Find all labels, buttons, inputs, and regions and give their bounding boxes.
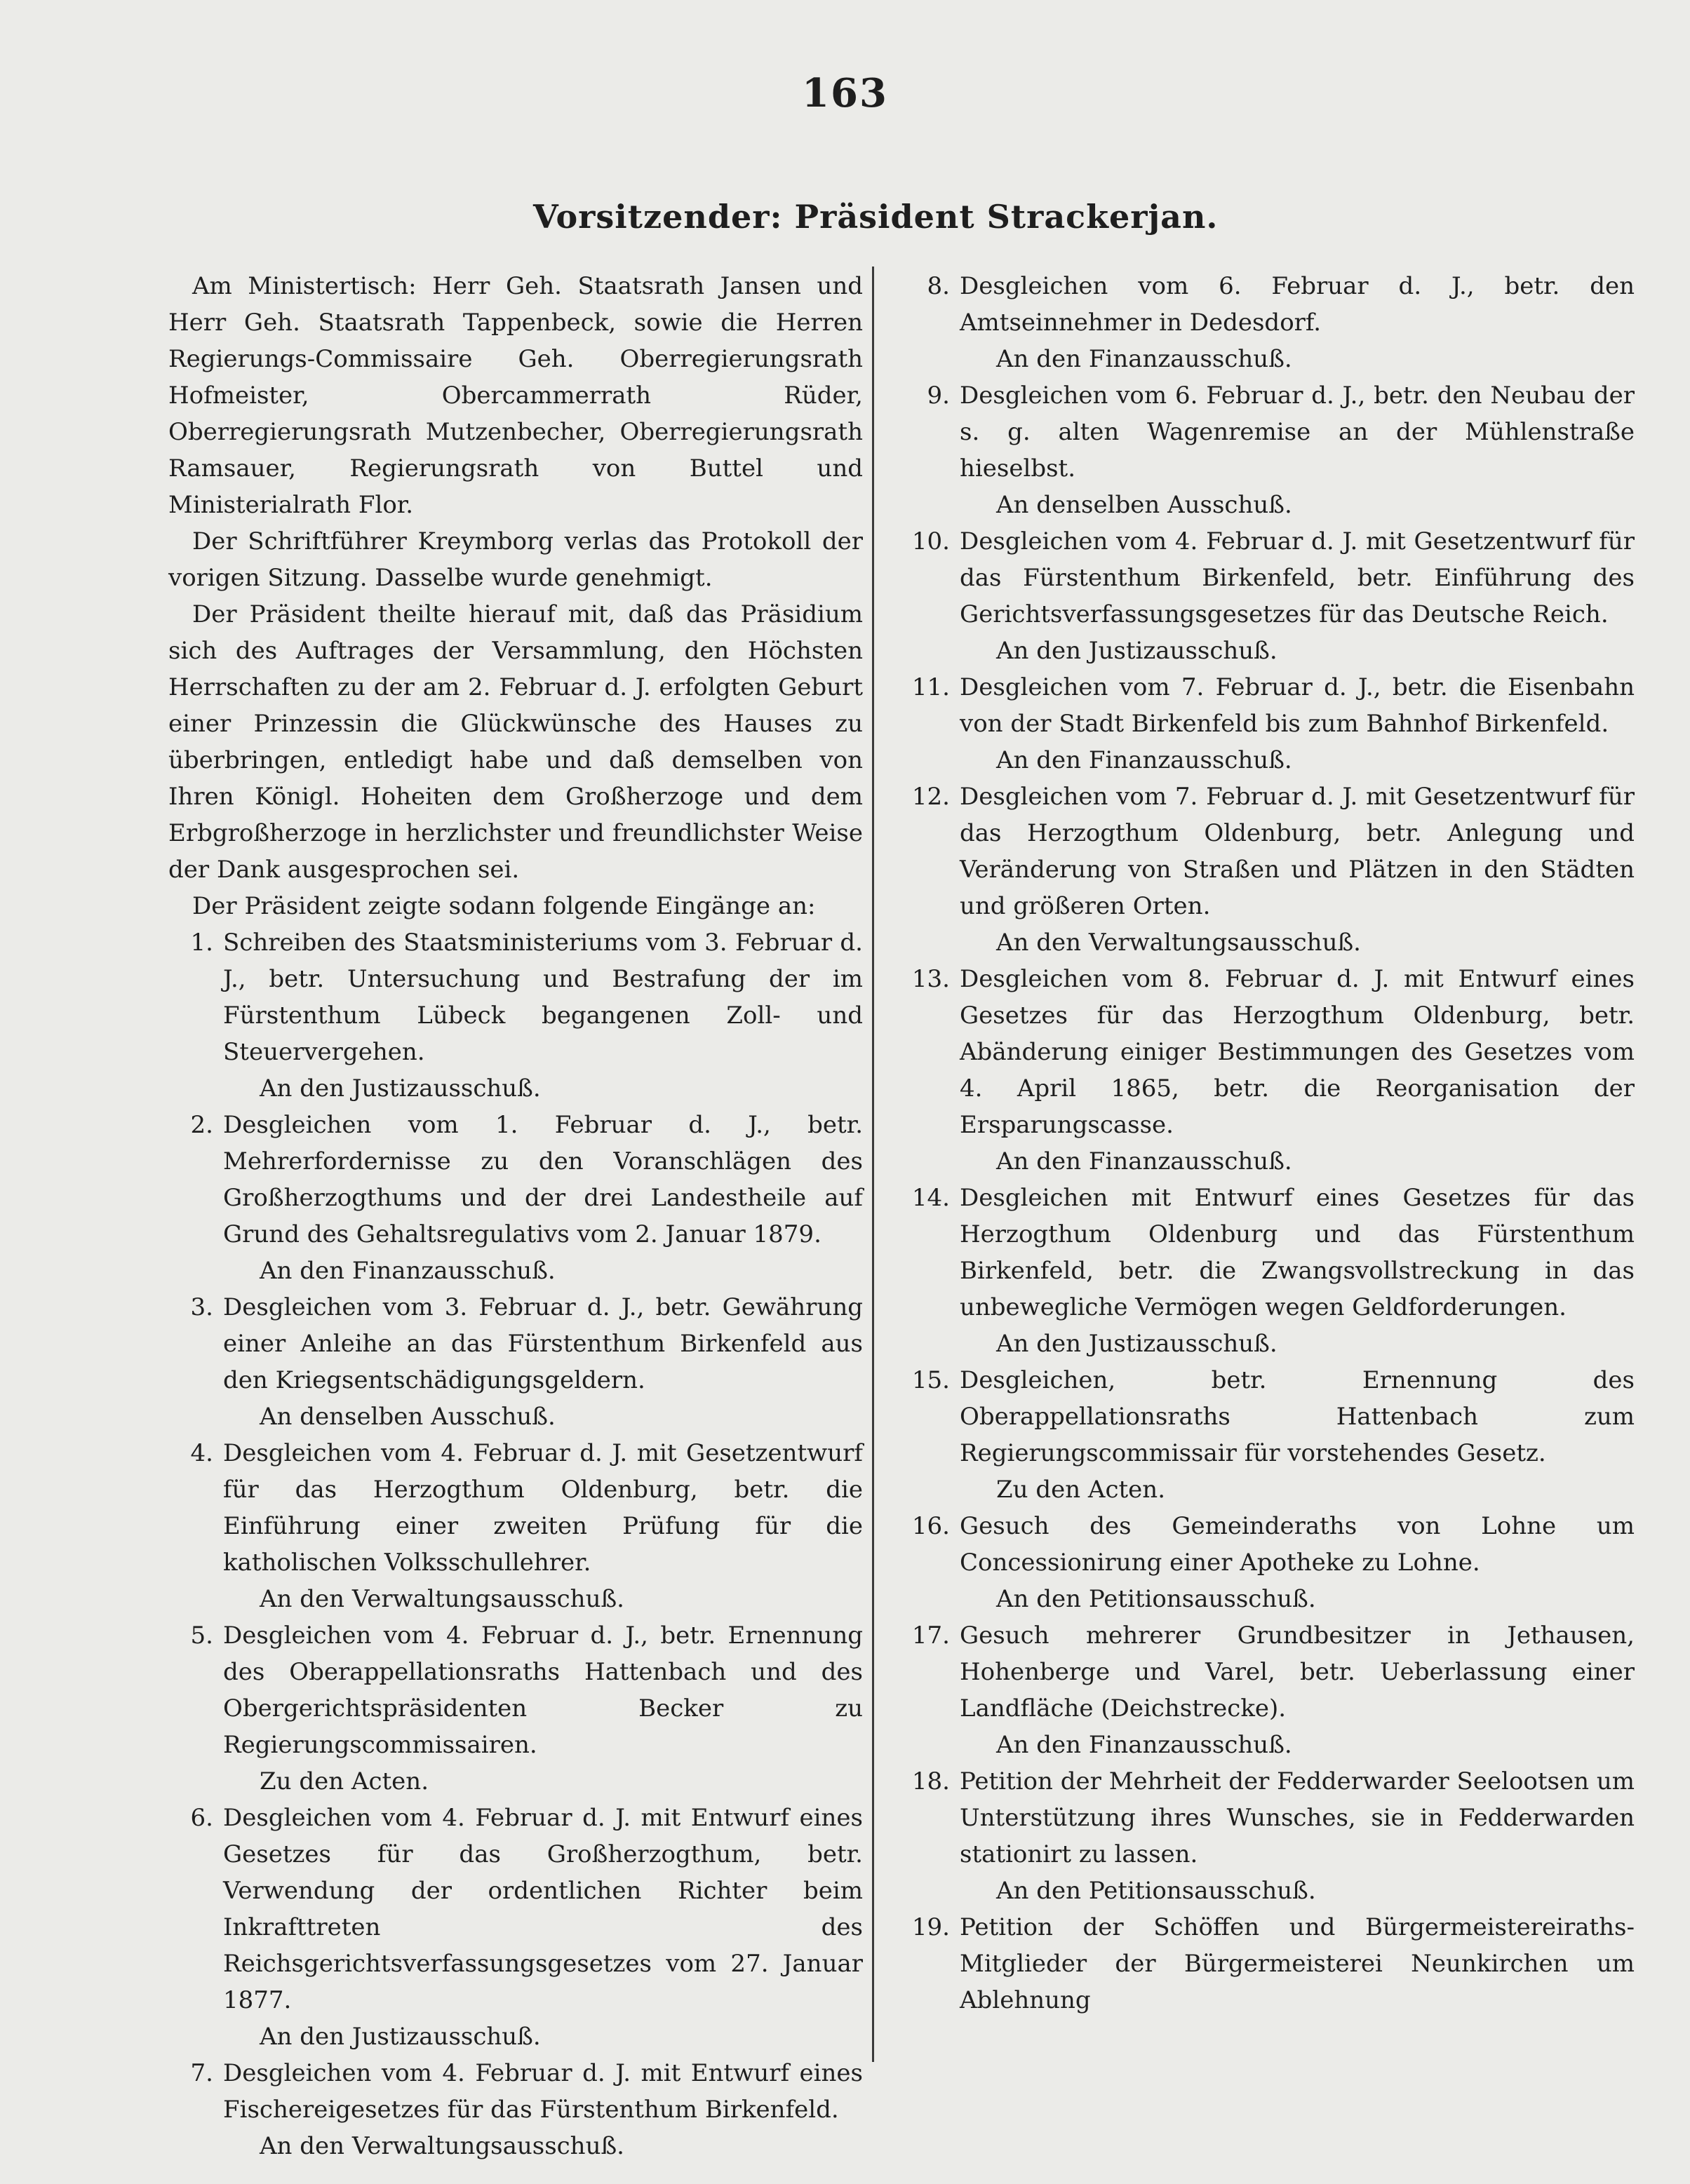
entry-number: 13.	[911, 965, 950, 993]
entry-number: 16.	[911, 1512, 950, 1540]
entry-text: Desgleichen vom 4. Februar d. J. mit Gesetzentwurf für das Fürstenthum Birkenfeld, betr. Einführung des Gerichtsverfassungsgesetzes für das Deutsche Reich.	[960, 527, 1635, 628]
intro-paragraph: Der Schriftführer Kreymborg verlas das Protokoll der vorigen Sitzung. Dasselbe wurde genehmigt.	[168, 527, 863, 592]
session-heading: Vorsitzender: Präsident Strackerjan.	[533, 198, 1219, 236]
entry-referral: Zu den Acten.	[260, 1767, 429, 1795]
entry-text: Desgleichen vom 8. Februar d. J. mit Entwurf eines Gesetzes für das Herzogthum Oldenburg, betr. Abänderung einiger Bestimmungen des Gesetzes vom 4. April 1865, betr. die Reorganisation der Ersparungscasse.	[960, 965, 1635, 1139]
entry-item	[168, 1107, 863, 1253]
entry-number: 11.	[911, 673, 950, 701]
entry-item	[168, 1289, 863, 1398]
entry-text: Desgleichen mit Entwurf eines Gesetzes für das Herzogthum Oldenburg und das Fürstenthum Birkenfeld, betr. die Zwangsvollstreckung in das unbewegliche Vermögen wegen Geldforderungen.	[960, 1184, 1635, 1321]
entry-number: 7.	[190, 2059, 213, 2087]
items-list-right	[905, 268, 1635, 2018]
entry-referral: An den Finanzausschuß.	[996, 746, 1292, 774]
entry-referral: An den Finanzausschuß.	[260, 1257, 556, 1285]
entry-referral: An den Justizausschuß.	[260, 2023, 541, 2051]
entry-text: Desgleichen, betr. Ernennung des Oberappellationsraths Hattenbach zum Regierungscommissair für vorstehendes Gesetz.	[960, 1366, 1635, 1467]
entry-number: 18.	[911, 1767, 950, 1795]
entry-item	[905, 961, 1635, 1143]
entry-number: 19.	[911, 1913, 950, 1941]
entry-item	[168, 1435, 863, 1581]
entry-item	[168, 2055, 863, 2128]
entry-item	[905, 778, 1635, 924]
entry-text: Desgleichen vom 3. Februar d. J., betr. Gewährung einer Anleihe an das Fürstenthum Birkenfeld aus den Kriegsentschädigungsgeldern.	[223, 1293, 863, 1394]
entry-number: 2.	[190, 1111, 213, 1139]
entry-referral: An den Finanzausschuß.	[996, 345, 1292, 373]
entry-referral: An den Justizausschuß.	[996, 1330, 1277, 1358]
entry-text: Schreiben des Staatsministeriums vom 3. Februar d. J., betr. Untersuchung und Bestrafung der im Fürstenthum Lübeck begangenen Zoll- und Steuervergehen.	[223, 929, 863, 1066]
page-number: 163	[802, 70, 888, 116]
entry-item	[905, 669, 1635, 742]
entry-number: 15.	[911, 1366, 950, 1394]
entry-item	[905, 377, 1635, 487]
entry-number: 3.	[190, 1293, 213, 1321]
entry-text: Desgleichen vom 6. Februar d. J., betr. den Neubau der s. g. alten Wagenremise an der Mühlenstraße hieselbst.	[960, 382, 1635, 483]
entry-item	[168, 924, 863, 1070]
entry-item	[905, 1508, 1635, 1581]
entry-text: Desgleichen vom 7. Februar d. J., betr. die Eisenbahn von der Stadt Birkenfeld bis zum Bahnhof Birkenfeld.	[960, 673, 1635, 738]
entry-item	[905, 523, 1635, 633]
entry-text: Gesuch mehrerer Grundbesitzer in Jethausen, Hohenberge und Varel, betr. Ueberlassung einer Landfläche (Deichstrecke).	[960, 1622, 1635, 1723]
entry-text: Desgleichen vom 4. Februar d. J. mit Entwurf eines Fischereigesetzes für das Fürstenthum Birkenfeld.	[223, 2059, 863, 2124]
intro-paragraph: Der Präsident theilte hierauf mit, daß das Präsidium sich des Auftrages der Versammlung, den Höchsten Herrschaften zu der am 2. Februar d. J. erfolgten Geburt einer Prinzessin die Glückwünsche des Hauses zu überbringen, entledigt habe und daß demselben von Ihren Königl. Hoheiten dem Großherzoge und dem Erbgroßherzoge in herzlichster und freundlichster Weise der Dank ausgesprochen sei.	[168, 600, 863, 884]
entry-referral: An den Verwaltungsausschuß.	[260, 2132, 624, 2160]
entry-referral: An den Petitionsausschuß.	[996, 1585, 1316, 1613]
right-column	[905, 268, 1635, 2018]
entry-text: Desgleichen vom 6. Februar d. J., betr. den Amtseinnehmer in Dedesdorf.	[960, 272, 1635, 337]
entry-number: 5.	[190, 1622, 213, 1650]
intro-paragraph: Der Präsident zeigte sodann folgende Eingänge an:	[192, 892, 816, 920]
entry-referral: An denselben Ausschuß.	[260, 1403, 556, 1431]
entry-text: Desgleichen vom 4. Februar d. J., betr. Ernennung des Oberappellationsraths Hattenbach und des Obergerichtspräsidenten Becker zu Regierungscommissairen.	[223, 1622, 863, 1759]
intro-paragraphs	[168, 268, 863, 924]
items-list-left	[168, 924, 863, 2164]
entry-referral: An den Justizausschuß.	[260, 1074, 541, 1103]
entry-referral: An den Verwaltungsausschuß.	[260, 1585, 624, 1613]
entry-item	[905, 1763, 1635, 1873]
column-divider	[872, 267, 874, 2062]
entry-item	[905, 1617, 1635, 1727]
entry-referral: An den Finanzausschuß.	[996, 1147, 1292, 1175]
entry-number: 17.	[911, 1622, 950, 1650]
entry-number: 8.	[927, 272, 950, 300]
entry-number: 9.	[927, 382, 950, 410]
entry-referral: An den Justizausschuß.	[996, 637, 1277, 665]
entry-text: Desgleichen vom 4. Februar d. J. mit Gesetzentwurf für das Herzogthum Oldenburg, betr. die Einführung einer zweiten Prüfung für die katholischen Volksschullehrer.	[223, 1439, 863, 1577]
entry-number: 12.	[911, 783, 950, 811]
entry-referral: An den Verwaltungsausschuß.	[996, 929, 1361, 957]
entry-text: Petition der Mehrheit der Fedderwarder Seelootsen um Unterstützung ihres Wunsches, sie in Fedderwarden stationirt zu lassen.	[960, 1767, 1635, 1868]
entry-item	[905, 268, 1635, 341]
entry-text: Petition der Schöffen und Bürgermeistereiraths-Mitglieder der Bürgermeisterei Neunkirchen um Ablehnung	[960, 1913, 1635, 2014]
entry-number: 6.	[190, 1804, 213, 1832]
entry-referral: An den Finanzausschuß.	[996, 1731, 1292, 1759]
entry-text: Desgleichen vom 1. Februar d. J., betr. Mehrerfordernisse zu den Voranschlägen des Großherzogthums und der drei Landestheile auf Grund des Gehaltsregulativs vom 2. Januar 1879.	[223, 1111, 863, 1248]
intro-paragraph: Am Ministertisch: Herr Geh. Staatsrath Jansen und Herr Geh. Staatsrath Tappenbeck, sowie die Herren Regierungs-Commissaire Geh. Oberregierungsrath Hofmeister, Obercammerrath Rüder, Oberregierungsrath Mutzenbecher, Oberregierungsrath Ramsauer, Regierungsrath von Buttel und Ministerialrath Flor.	[168, 272, 863, 519]
entry-text: Desgleichen vom 4. Februar d. J. mit Entwurf eines Gesetzes für das Großherzogthum, betr. Verwendung der ordentlichen Richter beim Inkrafttreten des Reichsgerichtsverfassungsgesetzes vom 27. Januar 1877.	[223, 1804, 863, 2014]
entry-referral: Zu den Acten.	[996, 1476, 1166, 1504]
left-column	[168, 268, 863, 2164]
entry-item	[168, 1617, 863, 1763]
entry-number: 10.	[911, 527, 950, 555]
entry-item	[905, 1909, 1635, 2018]
entry-item	[905, 1180, 1635, 1326]
entry-item	[905, 1362, 1635, 1471]
entry-number: 14.	[911, 1184, 950, 1212]
entry-item	[168, 1800, 863, 2018]
entry-referral: An denselben Ausschuß.	[996, 491, 1292, 519]
entry-text: Desgleichen vom 7. Februar d. J. mit Gesetzentwurf für das Herzogthum Oldenburg, betr. Anlegung und Veränderung von Straßen und Plätzen in den Städten und größeren Orten.	[960, 783, 1635, 920]
entry-number: 4.	[190, 1439, 213, 1467]
entry-referral: An den Petitionsausschuß.	[996, 1877, 1316, 1905]
entry-text: Gesuch des Gemeinderaths von Lohne um Concessionirung einer Apotheke zu Lohne.	[960, 1512, 1635, 1577]
entry-number: 1.	[190, 929, 213, 957]
